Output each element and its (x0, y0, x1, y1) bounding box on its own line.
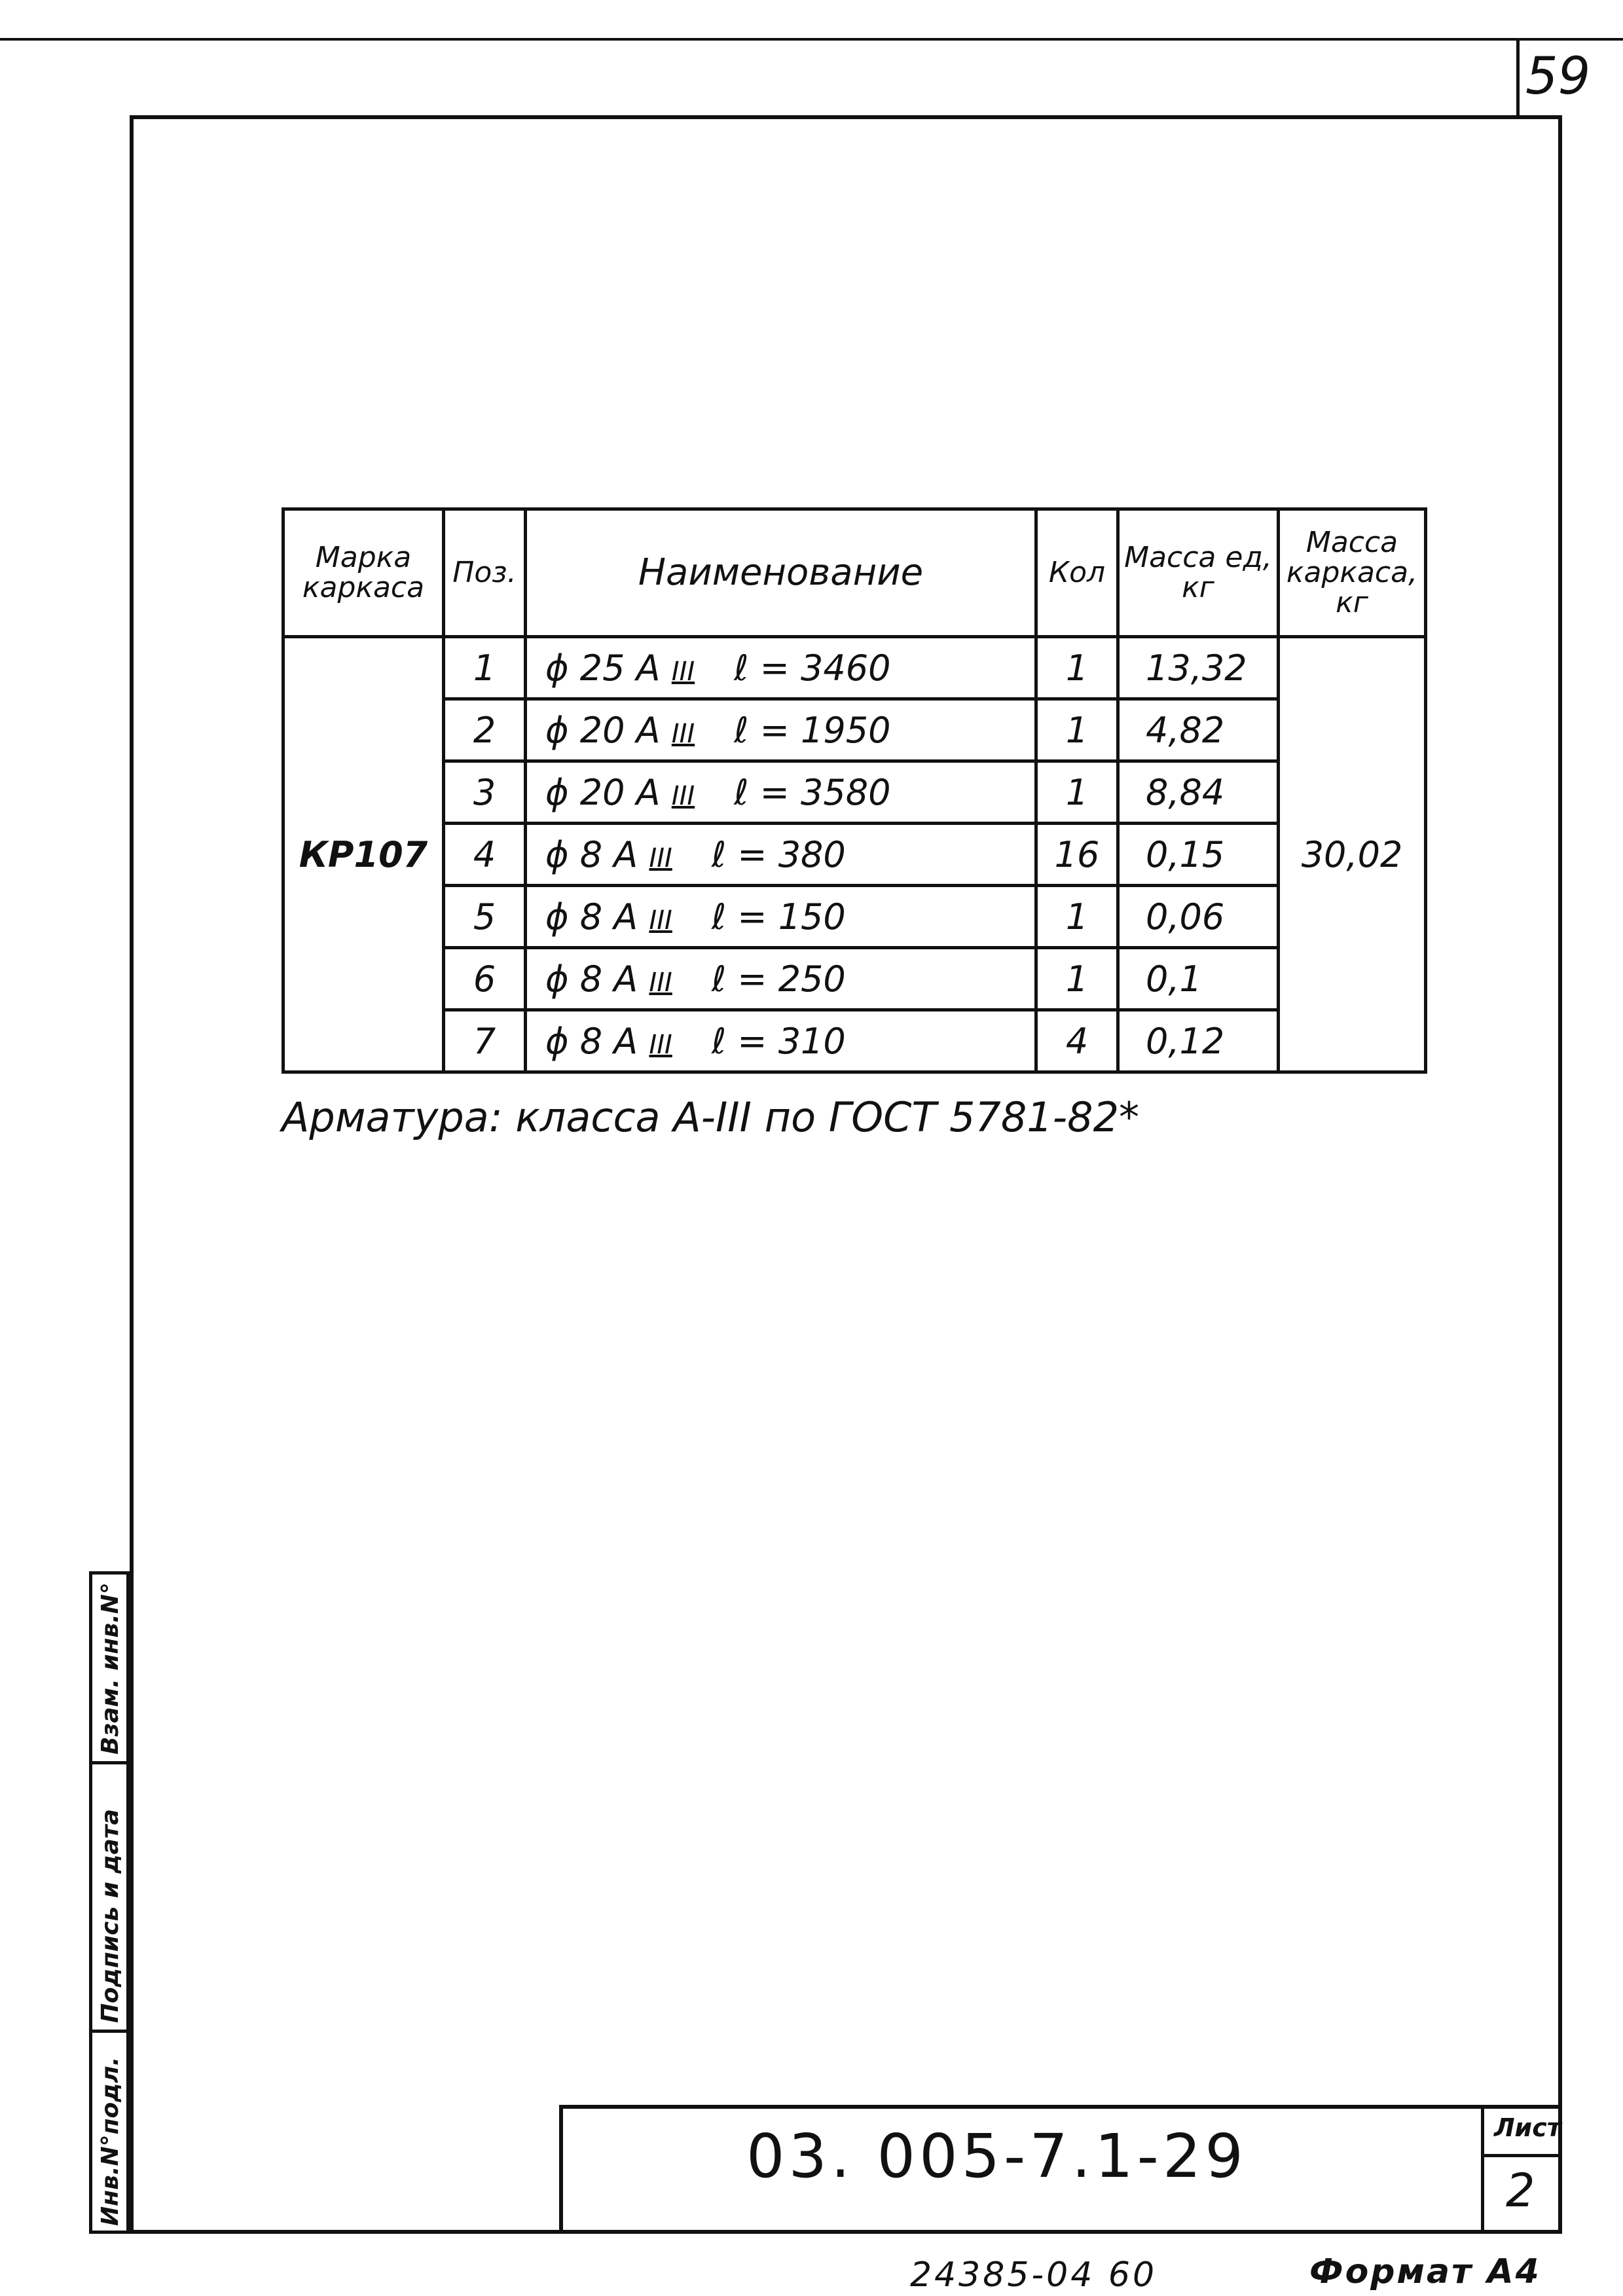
cell-name: ϕ 20 А III ℓ = 3580 (526, 761, 1036, 824)
stamp-label-sign: Подпись и дата (97, 1809, 124, 2023)
footer-format: Формат А4 (1309, 2252, 1541, 2291)
header-unit-mass: Масса ед, кг (1118, 509, 1279, 637)
cell-mass: 0,12 (1118, 1010, 1279, 1072)
stamp-label-replace: Взам. инв.N° (97, 1582, 124, 1755)
cell-mass: 0,06 (1118, 886, 1279, 948)
cell-name: ϕ 8 А III ℓ = 250 (526, 948, 1036, 1010)
document-code: 03. 005-7.1-29 (746, 2121, 1247, 2191)
table-row (283, 637, 1426, 699)
frame-mass-total: 30,02 (1279, 637, 1426, 1072)
cell-pos: 5 (444, 886, 526, 948)
footer-code: 24385-04 60 (910, 2255, 1158, 2295)
header-qty: Кол (1036, 509, 1118, 637)
cell-mass: 13,32 (1118, 637, 1279, 699)
cell-qty: 4 (1036, 1010, 1118, 1072)
table-row (283, 699, 1426, 761)
cell-pos: 7 (444, 1010, 526, 1072)
table-row (283, 886, 1426, 948)
cell-name: ϕ 20 А III ℓ = 1950 (526, 699, 1036, 761)
cell-pos: 6 (444, 948, 526, 1010)
stamp-label-inv: Инв.N°подл. (97, 2056, 124, 2226)
reinforcement-note: Арматура: класса А-III по ГОСТ 5781-82* (282, 1093, 1140, 1141)
sheet-cell-divider (1481, 2154, 1562, 2157)
table-row (283, 1010, 1426, 1072)
cell-mass: 8,84 (1118, 761, 1279, 824)
cell-qty: 1 (1036, 761, 1118, 824)
cell-qty: 1 (1036, 699, 1118, 761)
sheet-value: 2 (1506, 2164, 1535, 2217)
cell-qty: 1 (1036, 637, 1118, 699)
table-row (283, 824, 1426, 886)
table-header-row (283, 509, 1426, 637)
cell-name: ϕ 8 А III ℓ = 310 (526, 1010, 1036, 1072)
cell-name: ϕ 8 А III ℓ = 150 (526, 886, 1036, 948)
cell-qty: 16 (1036, 824, 1118, 886)
table-row (283, 761, 1426, 824)
stamp-divider (89, 1761, 130, 1764)
header-frame-mass: Масса каркаса, кг (1279, 509, 1426, 637)
cell-pos: 1 (444, 637, 526, 699)
cell-name: ϕ 25 А III ℓ = 3460 (526, 637, 1036, 699)
top-rule (0, 38, 1623, 41)
drawing-frame (130, 115, 1562, 2234)
cell-mass: 0,15 (1118, 824, 1279, 886)
sheet-label: Лист (1494, 2113, 1561, 2142)
header-pos: Поз. (444, 509, 526, 637)
cell-pos: 3 (444, 761, 526, 824)
cell-mass: 4,82 (1118, 699, 1279, 761)
header-mark: Марка каркаса (283, 509, 444, 637)
sheet-number: 59 (1525, 47, 1591, 106)
cell-pos: 4 (444, 824, 526, 886)
cell-mass: 0,1 (1118, 948, 1279, 1010)
cell-qty: 1 (1036, 948, 1118, 1010)
cell-pos: 2 (444, 699, 526, 761)
cell-name: ϕ 8 А III ℓ = 380 (526, 824, 1036, 886)
frame-mark: КР107 (283, 637, 444, 1072)
header-name: Наименование (526, 509, 1036, 637)
table-row (283, 948, 1426, 1010)
stamp-divider (89, 2030, 130, 2033)
cell-qty: 1 (1036, 886, 1118, 948)
specification-table (282, 507, 1427, 1074)
